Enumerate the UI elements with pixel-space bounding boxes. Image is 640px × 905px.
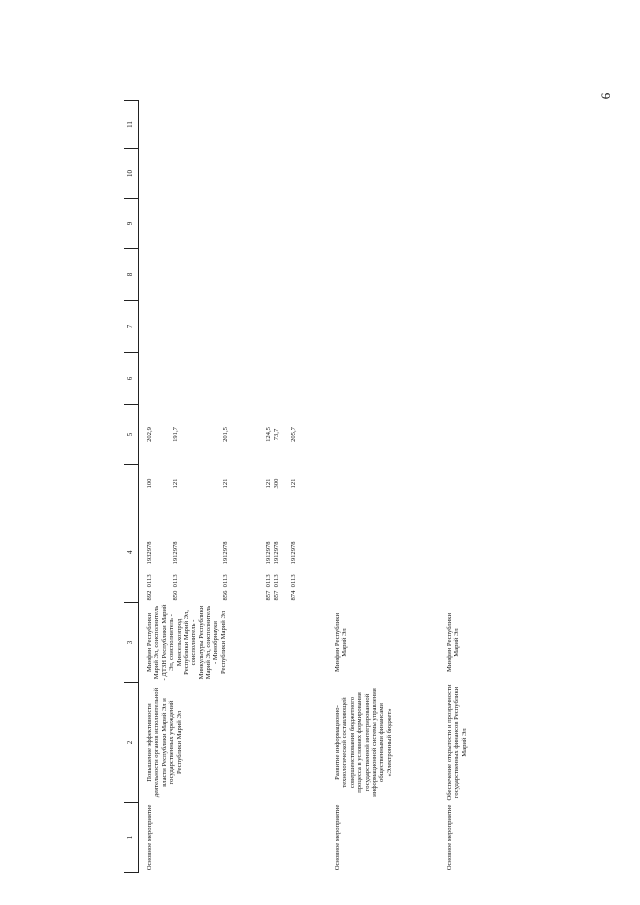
code-line: 850 0113 1912978 xyxy=(171,541,179,601)
program-table xyxy=(124,101,522,873)
header-cell xyxy=(124,465,139,503)
empty-cell xyxy=(445,199,515,249)
empty-cell xyxy=(145,301,333,353)
row-name-cell: Обеспечение открытости и прозрачности государственных финансов Республики Марий Эл xyxy=(446,684,468,801)
empty-cell xyxy=(445,249,515,301)
header-cell: 4 xyxy=(124,503,139,603)
header-cell: 9 xyxy=(124,199,139,249)
header-cell: 8 xyxy=(124,249,139,301)
header-cell: 11 xyxy=(124,101,139,149)
empty-cell xyxy=(445,353,515,405)
header-cell: 3 xyxy=(124,603,139,683)
empty-cell xyxy=(445,465,515,503)
code-line: 856 0113 1912978 xyxy=(222,541,230,601)
empty-cell xyxy=(445,301,515,353)
header-cell: 1 xyxy=(124,803,139,873)
table-row xyxy=(445,101,515,873)
row-responsible-cell: Минфин Республики Марий Эл, соисполнитель - ДТЗН Республики Марий Эл, соисполнитель - Минсельхозпрод Республики Марий Эл, соисполнитель - Минкультуры Республики Марий Эл, соисполнитель - Минобрнауки Республики Марий Эл xyxy=(146,604,227,681)
empty-cell xyxy=(333,301,445,353)
header-cell: 5 xyxy=(124,405,139,465)
empty-cell xyxy=(333,149,445,199)
code-line: 892 0113 1932978 xyxy=(146,541,153,601)
amount-cell: 202,9 191,7 201,5 124,5 73,7 205,7 xyxy=(146,427,297,442)
header-cell: 10 xyxy=(124,149,139,199)
budget-codes-cell xyxy=(145,503,333,603)
header-cell: 7 xyxy=(124,301,139,353)
empty-cell xyxy=(445,405,515,465)
header-row xyxy=(124,101,139,873)
row-responsible-cell: Минфин Республики Марий Эл xyxy=(334,613,349,672)
header-cell: 6 xyxy=(124,353,139,405)
empty-cell xyxy=(333,249,445,301)
empty-cell xyxy=(145,199,333,249)
row-type-cell: Основное мероприятие xyxy=(446,804,453,871)
empty-cell xyxy=(445,149,515,199)
empty-cell xyxy=(333,503,445,603)
row-name-cell: Повышение эффективности деятельности органов исполнительной власти Республики Марий Эл и государственных учреждений Республики Марий Эл xyxy=(146,687,183,798)
empty-cell xyxy=(145,149,333,199)
code-line: 874 0113 1912978 xyxy=(289,541,297,601)
table-row xyxy=(145,101,333,873)
empty-cell xyxy=(333,199,445,249)
empty-cell xyxy=(333,353,445,405)
empty-cell xyxy=(145,353,333,405)
code-line: 857 0113 1912978 xyxy=(273,541,281,601)
code-line: 857 0113 1912978 xyxy=(264,541,272,601)
page-number: 6 xyxy=(598,92,613,100)
empty-cell xyxy=(145,101,333,149)
empty-cell xyxy=(445,101,515,149)
table-row xyxy=(333,101,445,873)
empty-cell xyxy=(333,405,445,465)
row-type-cell: Основное мероприятие xyxy=(146,804,153,871)
empty-cell xyxy=(445,503,515,603)
empty-cell xyxy=(333,465,445,503)
empty-cell xyxy=(333,101,445,149)
vr-codes-cell: 100 121 121 121 300 121 xyxy=(146,478,297,489)
header-cell: 2 xyxy=(124,683,139,803)
row-name-cell: Развитие информационно-технологической составляющей совершенствования бюджетного процесса в условиях формирования государственной интегрированной информационной системы управления общественными финансами «Электронный бюджет» xyxy=(334,688,393,797)
row-responsible-cell: Минфин Республики Марий Эл xyxy=(446,613,461,672)
empty-cell xyxy=(145,249,333,301)
row-type-cell: Основное мероприятие xyxy=(334,804,341,871)
